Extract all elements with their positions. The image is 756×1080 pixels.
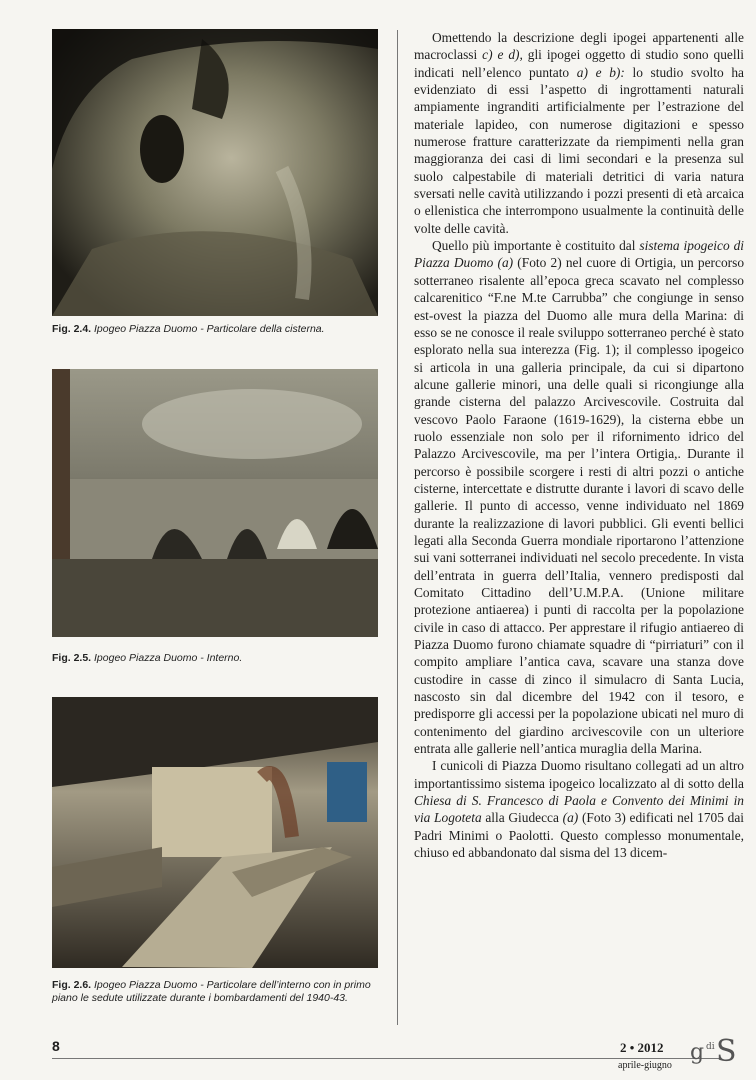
caption-fig-2-6 bbox=[52, 979, 382, 1005]
text-run-italic: sistema ipogeico di Piazza Duomo (a) bbox=[414, 238, 744, 271]
text-run: gli ipogei oggetto di studio sono quelli indicati nell’elenco puntato bbox=[414, 47, 745, 80]
text-run: lo studio svolto ha evidenziato di essi l’aspetto di ingrottamenti naturali ampiamente ingranditi artificialmente per l’estrazione del materiale lapideo, con numerose digitazioni e spesso numerose fratture caratterizzate da riempimenti nella gran maggioranza dei casi di limi secondari e la presenza sul suolo calpestabile di materiali detritici di varia natura sversati nelle cavità utilizzando i pozzi presenti di età arcaica o ellenistica che interrompono usualmente la continuità delle volte delle cavità. bbox=[414, 64, 744, 236]
text-run: I cunicoli di Piazza Duomo risultano collegati ad un altro importantissimo sistema ipogeico localizzato al di sotto della bbox=[414, 758, 744, 791]
figure-number: Fig. 2.4. bbox=[52, 323, 92, 335]
magazine-logo bbox=[688, 1036, 744, 1076]
photo-shelter-seating bbox=[52, 697, 378, 968]
photo-interior bbox=[52, 369, 378, 637]
body-text-column bbox=[414, 29, 744, 862]
issue-period: aprile-giugno bbox=[618, 1060, 672, 1071]
footer-rule bbox=[52, 1058, 720, 1059]
text-run: (Foto 3) edificati nel 1705 dai Padri Minimi o Paolotti. Questo complesso monumentale, chiuso ed abbandonato dal sisma del 13 dicem- bbox=[414, 810, 744, 861]
text-run: Omettendo la descrizione degli ipogei appartenenti alle macroclassi bbox=[414, 30, 744, 63]
photo-cistern bbox=[52, 29, 378, 316]
figure-number: Fig. 2.6. bbox=[52, 979, 92, 991]
text-run-italic: c) e d), bbox=[482, 47, 523, 63]
logo-di: di bbox=[706, 1042, 715, 1052]
text-run: alla Giudecca bbox=[481, 810, 563, 826]
figure-caption: Ipogeo Piazza Duomo - Interno. bbox=[94, 652, 243, 664]
caption-fig-2-4 bbox=[52, 323, 382, 336]
logo-g: g bbox=[690, 1040, 705, 1065]
text-run: (Foto 2) nel cuore di Ortigia, un percorso sotterraneo risalente all’epoca greca scavato nel complesso calcarenitico “F.ne M.te Carrubba” che congiunge in senso est-ovest la piazza del Duomo alle mura della Marina: di esso se ne conosce il reale sviluppo sotterraneo perché è stato esplorato nella sua interezza (Fig. 1); il complesso ipogeico si articola in una galleria principale, da cui si dipartono alcune gallerie minori, una delle quali si ricongiunge alla grande cisterna del palazzo Arcivescovile. Costruita dal vescovo Paolo Faraone (1619-1629), la cisterna ebbe un ruolo essenziale non solo per il rifornimento idrico del Palazzo Arcivescovile, ma per l’intera Ortigia,. Durante il percorso è possibile scorgere i resti di altri pozzi o antiche cisterne, intercettate e distrutte durante i lavori di scavo delle gallerie. Il punto di accesso, venne individuato nel 1869 durante la realizzazione di lavori pubblici. Gli eventi bellici legati alla Seconda Guerra mondiale riportarono l’attenzione sui vani sotterranei individuati nel secolo precedente. In vista dell’entrata in guerra dell’Italia, vennero predisposti dal Comitato Cittadino dell’U.M.P.A. (Unione militare protezione antiaerea) i punti di raccolta per la popolazione civile in caso di attacco. Per apprestare il rifugio antiaereo di Piazza Duomo furono chiamate squadre di “pirriaturi” con il compito ampliare l’antica cava, scavare una stanza dove custodire in casse di zinco il simulacro di Santa Lucia, nascosto sin dal dicembre del 1942 con il tesoro, e predisporre gli accessi per la popolazione ubicati nel muro di contenimento del giardino arcivescovile con un ulteriore entrata alle gallerie nell’antica muraglia della Marina. bbox=[414, 255, 745, 757]
text-run: Quello più importante è costituito dal bbox=[432, 238, 640, 254]
figure-caption: Ipogeo Piazza Duomo - Particolare dell’interno con in primo piano le sedute utilizzate durante i bombardamenti del 1940-43. bbox=[52, 979, 371, 1004]
page-number: 8 bbox=[52, 1038, 60, 1054]
column-divider bbox=[397, 30, 398, 1025]
figure-number: Fig. 2.5. bbox=[52, 652, 92, 664]
text-run-italic: (a) bbox=[562, 810, 579, 826]
paragraph-1 bbox=[414, 29, 744, 237]
text-run-italic: Chiesa di S. Francesco di Paola e Convento dei Minimi in via Logoteta bbox=[414, 793, 744, 826]
paragraph-2 bbox=[414, 237, 744, 757]
text-run-italic: a) e b): bbox=[576, 64, 625, 80]
logo-s: S bbox=[716, 1034, 737, 1069]
figure-caption: Ipogeo Piazza Duomo - Particolare della cisterna. bbox=[94, 323, 325, 335]
paragraph-3 bbox=[414, 757, 744, 861]
issue-number: 2 • 2012 bbox=[620, 1040, 664, 1055]
caption-fig-2-5 bbox=[52, 652, 382, 665]
